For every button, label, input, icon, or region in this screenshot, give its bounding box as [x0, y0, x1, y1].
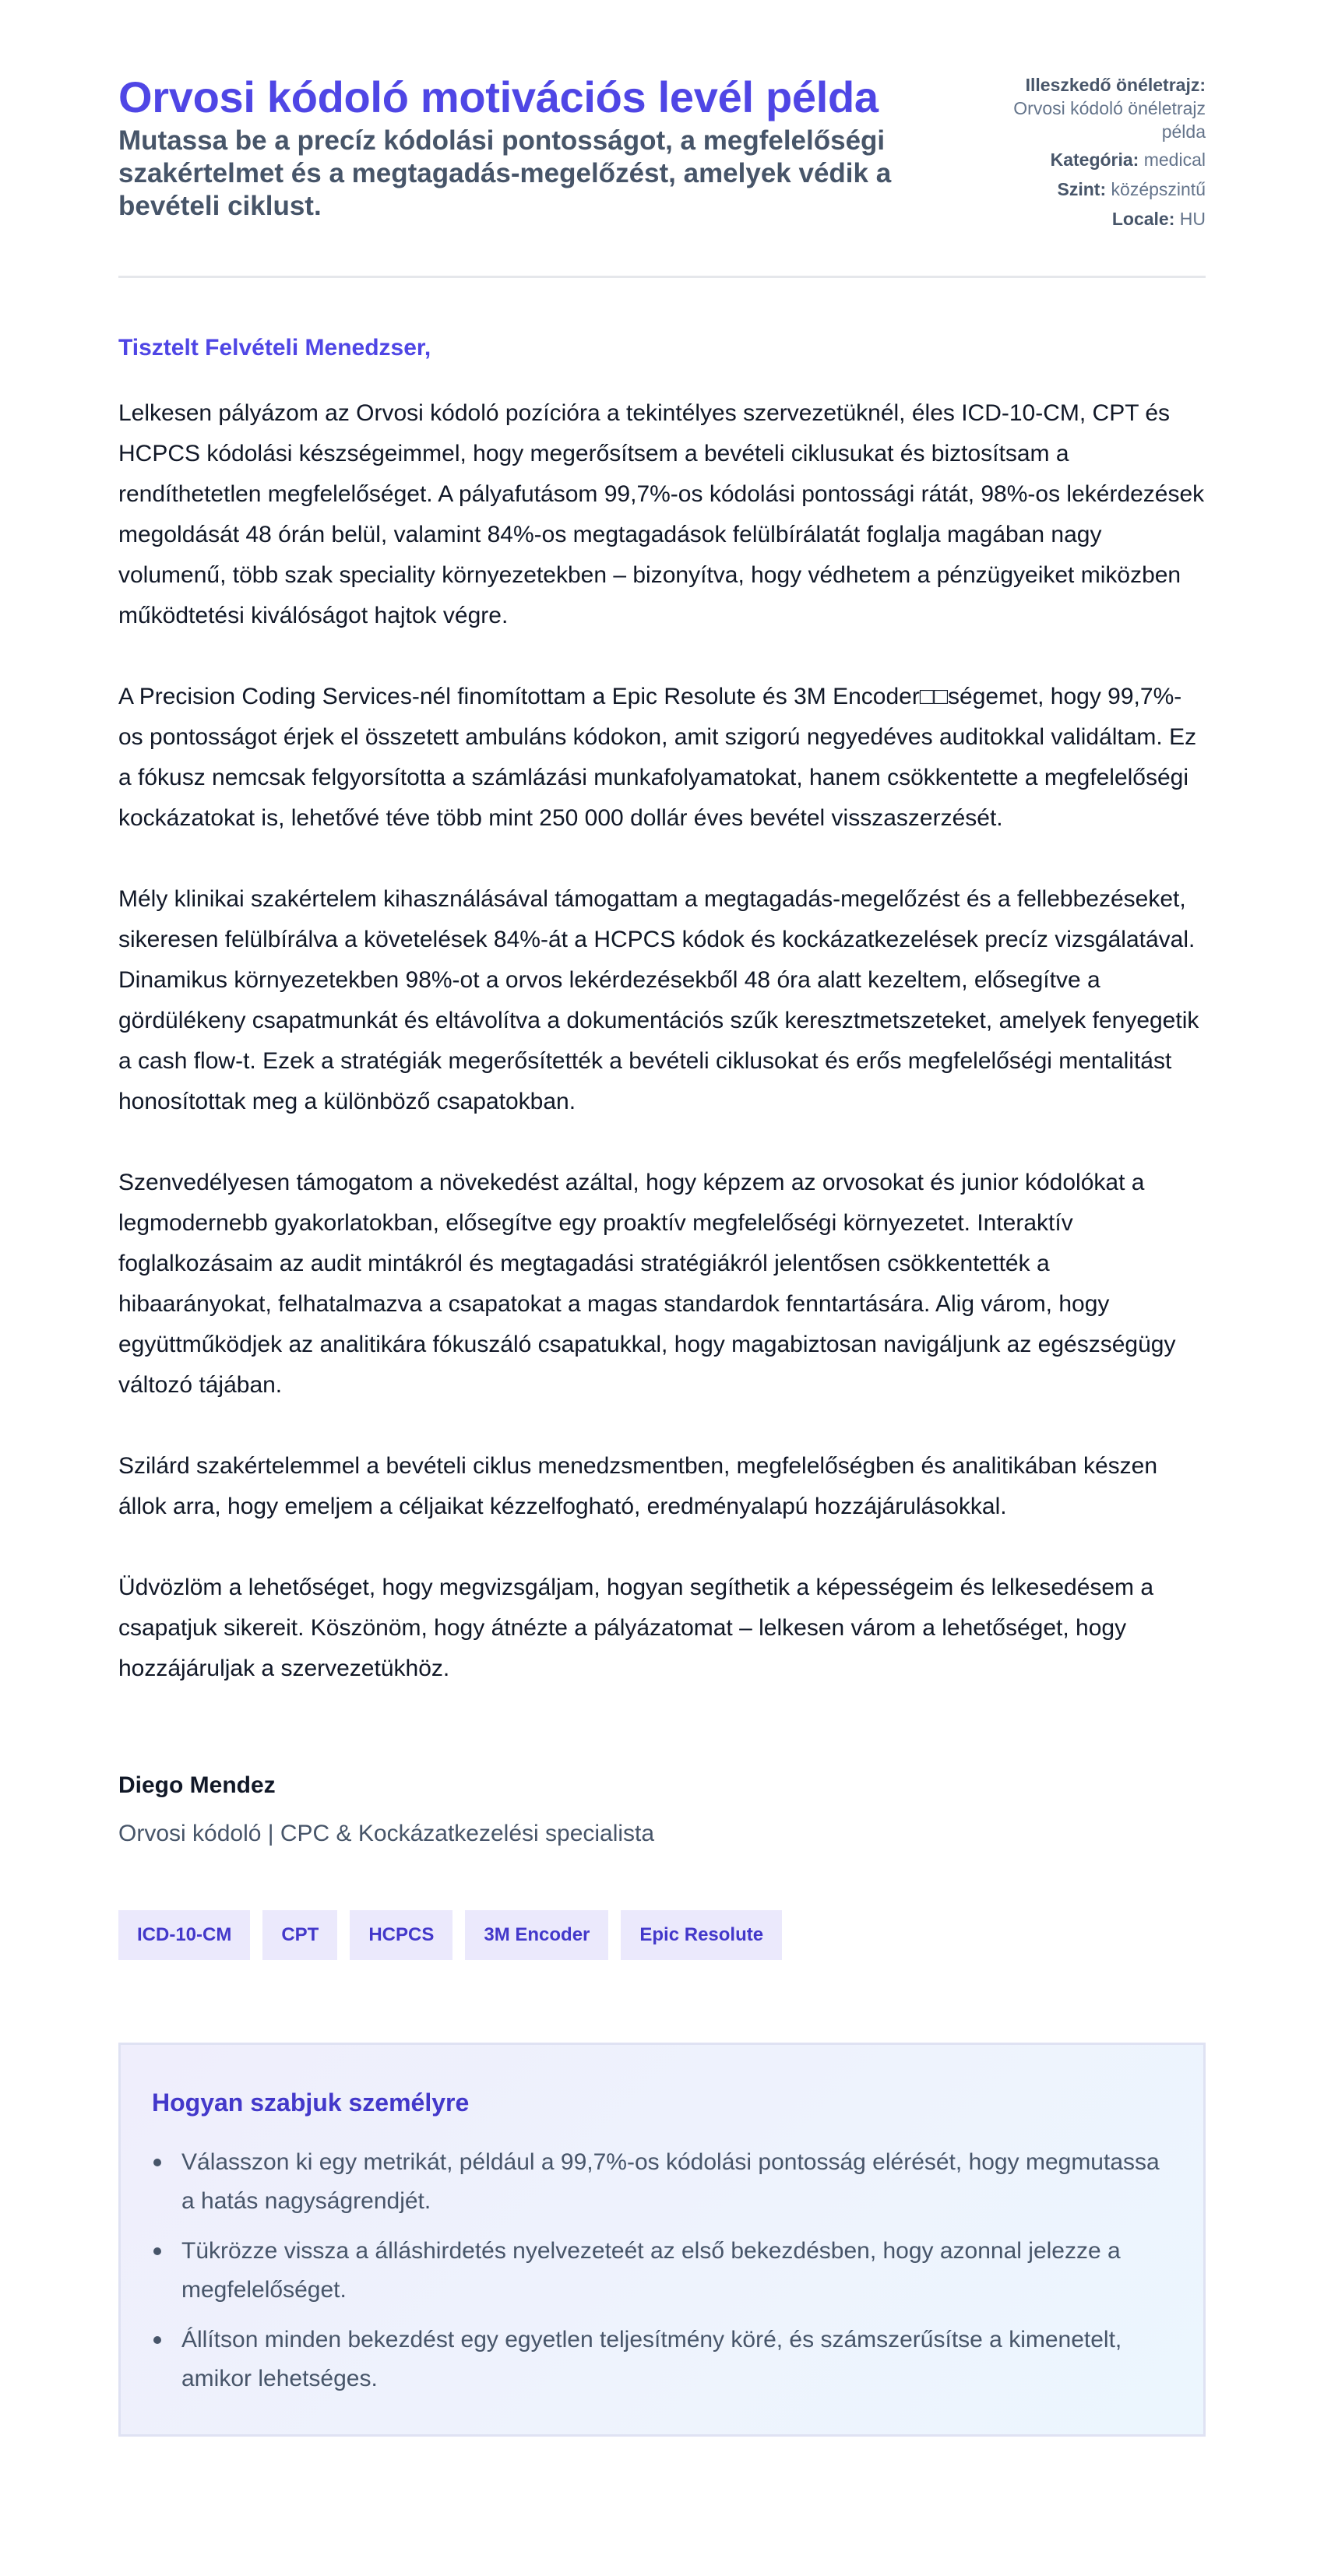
- meta-level-value: középszintű: [1111, 179, 1206, 199]
- letter-paragraph: Mély klinikai szakértelem kihasználásával támogattam a megtagadás-megelőzést és a fellebbezéseket, sikeresen felülbírálva a követelések 84%-át a HCPCS kódok és kockázatkezelések precíz vizsgálatával. Dinamikus környezetekben 98%-ot a orvos lekérdezésekből 48 óra alatt kezeltem, elősegítve a gördülékeny csapatmunkát és eltávolítva a dokumentációs szűk keresztmetszeteket, amelyek fenyegetik a cash flow-t. Ezek a stratégiák megerősítették a bevételi ciklusokat és erős megfelelőségi mentalitást honosítottak meg a különböző csapatokban.: [118, 886, 1199, 1114]
- meta-locale: [973, 207, 1206, 231]
- tips-heading: Hogyan szabjuk személyre: [152, 2089, 470, 2117]
- skill-tag-hcpcs[interactable]: HCPCS: [350, 1910, 452, 1960]
- tips-list-item: [152, 2321, 1172, 2398]
- bullet-dot-icon: [153, 2247, 161, 2255]
- page-title: Orvosi kódoló motivációs levél példa: [118, 72, 879, 121]
- tips-list: [152, 2143, 1172, 2398]
- tips-item-text: Tükrözze vissza a álláshirdetés nyelvezeteét az első bekezdésben, hogy azonnal jelezze a megfelelőséget.: [181, 2238, 1121, 2303]
- letter-paragraph: Lelkesen pályázom az Orvosi kódoló pozícióra a tekintélyes szervezetüknél, éles ICD-10-CM, CPT és HCPCS kódolási készségeimmel, hogy megerősítsem a bevételi ciklusukat és biztosítsam a rendíthetetlen megfelelőséget. A pályafutásom 99,7%-os kódolási pontossági rátát, 98%-os lekérdezések megoldását 48 órán belül, valamint 84%-os megtagadások felülbírálatát foglalja magában nagy volumenű, több szak speciality környezetekben – bizonyítva, hogy védhetem a pénzügyeiket miközben működtetési kiválóságot hajtok végre.: [118, 400, 1205, 628]
- header-title-block: [118, 72, 973, 223]
- skill-tag-epic-resolute[interactable]: Epic Resolute: [621, 1910, 782, 1960]
- document-header: [118, 72, 1206, 278]
- meta-category: [973, 148, 1206, 171]
- meta-level: [973, 178, 1206, 201]
- bullet-dot-icon: [153, 2159, 161, 2166]
- meta-locale-label: Locale:: [1111, 209, 1175, 229]
- salutation: Tisztelt Felvételi Menedzser,: [118, 335, 431, 361]
- meta-resume-value: Orvosi kódoló önéletrajz példa: [1013, 98, 1206, 142]
- skill-tags: [118, 1910, 1206, 1960]
- tips-list-item: [152, 2232, 1172, 2310]
- letter-paragraph: Szilárd szakértelemmel a bevételi ciklus menedzsmentben, megfelelőségben és analitikában készen állok arra, hogy emeljem a céljaikat kézzelfogható, eredményalapú hozzájárulásokkal.: [118, 1453, 1158, 1519]
- letter-paragraph: Üdvözlöm a lehetőséget, hogy megvizsgáljam, hogyan segíthetik a képességeim és lelkesedésem a csapatjuk sikereit. Köszönöm, hogy átnézte a pályázatomat – lelkesen várom a lehetőséget, hogy hozzájáruljak a szervezetükhöz.: [118, 1575, 1154, 1681]
- meta-category-label: Kategória:: [1050, 150, 1139, 170]
- skill-tag-icd-10-cm[interactable]: ICD-10-CM: [118, 1910, 250, 1960]
- meta-resume-label: Illeszkedő önéletrajz:: [1025, 75, 1206, 95]
- letter-paragraph: Szenvedélyesen támogatom a növekedést azáltal, hogy képzem az orvosokat és junior kódolókat a legmodernebb gyakorlatokban, elősegítve egy proaktív megfelelőségi környezetet. Interaktív foglalkozásaim az audit mintákról és megtagadási stratégiákról jelentősen csökkentették a hibaarányokat, felhatalmazva a csapatokat a magas standardok fenntartására. Alig várom, hogy együttműködjek az analitikára fókuszáló csapatukkal, hogy magabiztosan navigáljunk az egészségügy változó tájában.: [118, 1170, 1176, 1398]
- cover-letter-body: [118, 278, 1206, 1689]
- signature-role: Orvosi kódoló | CPC & Kockázatkezelési specialista: [118, 1821, 655, 1846]
- letter-paragraph: A Precision Coding Services-nél finomítottam a Epic Resolute és 3M Encoder□□ségemet, hogy 99,7%-os pontosságot érjek el összetett ambuláns kódokon, amit szigorú negyedéves auditokkal validáltam. Ez a fókusz nemcsak felgyorsította a számlázási munkafolyamatokat, hanem csökkentette a megfelelőségi kockázatokat is, lehetővé téve több mint 250 000 dollár éves bevétel visszaszerzését.: [118, 684, 1197, 831]
- tips-item-text: Állítson minden bekezdést egy egyetlen teljesítmény köré, és számszerűsítse a kimenetelt, amikor lehetséges.: [181, 2327, 1122, 2391]
- meta-level-label: Szint:: [1057, 179, 1107, 199]
- meta-panel: [973, 72, 1206, 237]
- tips-list-item: [152, 2143, 1172, 2221]
- meta-category-value: medical: [1143, 150, 1206, 170]
- meta-locale-value: HU: [1179, 209, 1206, 229]
- bullet-dot-icon: [153, 2336, 161, 2344]
- page-subtitle: Mutassa be a precíz kódolási pontosságot, a megfelelőségi szakértelmet és a megtagadás-megelőzést, amelyek védik a bevételi ciklust.: [118, 125, 892, 221]
- signature-name: Diego Mendez: [118, 1772, 276, 1798]
- tips-item-text: Válasszon ki egy metrikát, például a 99,7%-os kódolási pontosság elérését, hogy megmutassa a hatás nagyságrendjét.: [181, 2149, 1160, 2214]
- customization-tips-box: [118, 2043, 1206, 2437]
- skill-tag-3m-encoder[interactable]: 3M Encoder: [465, 1910, 608, 1960]
- meta-matching-resume: [973, 73, 1206, 143]
- skill-tag-cpt[interactable]: CPT: [262, 1910, 337, 1960]
- signature-block: [118, 1730, 1206, 1849]
